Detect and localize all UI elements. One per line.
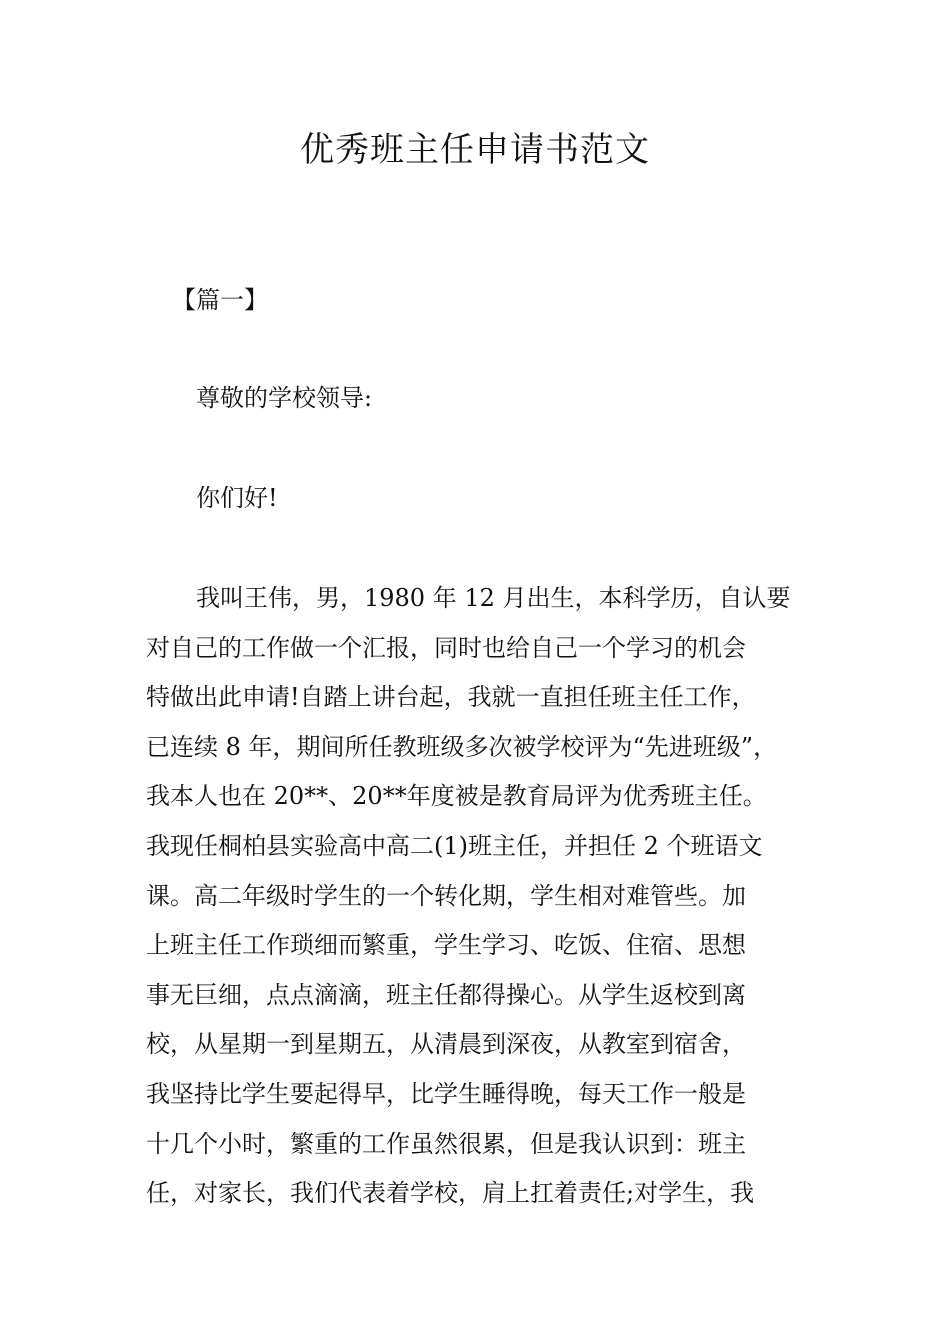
body-paragraph — [146, 582, 836, 1227]
salutation: 尊敬的学校领导: — [196, 384, 373, 412]
body-line: 任，对家长，我们代表着学校，肩上扛着责任;对学生，我 — [146, 1179, 755, 1208]
body-line: 十几个小时，繁重的工作虽然很累，但是我认识到：班主 — [146, 1129, 746, 1158]
body-line: 事无巨细，点点滴滴，班主任都得操心。从学生返校到离 — [146, 980, 746, 1009]
body-line: 课。高二年级时学生的一个转化期，学生相对难管些。加 — [146, 881, 746, 910]
body-line: 我坚持比学生要起得早，比学生睡得晚，每天工作一般是 — [146, 1079, 746, 1108]
body-line: 我现任桐柏县实验高中高二(1)班主任，并担任 2 个班语文 — [146, 831, 763, 860]
body-line: 特做出此申请!自踏上讲台起，我就一直担任班主任工作， — [146, 683, 756, 712]
body-line: 校，从星期一到星期五，从清晨到深夜，从教室到宿舍， — [146, 1030, 746, 1059]
body-line: 我叫王伟，男，1980 年 12 月出生，本科学历，自认要 — [196, 584, 791, 612]
body-line: 我本人也在 20**、20**年度被是教育局评为优秀班主任。 — [146, 782, 767, 811]
body-line: 上班主任工作琐细而繁重，学生学习、吃饭、住宿、思想 — [146, 931, 746, 960]
body-line: 对自己的工作做一个汇报，同时也给自己一个学习的机会 — [146, 633, 746, 662]
section-label: 【篇一】 — [172, 286, 268, 314]
body-line: 已连续 8 年，期间所任教班级多次被学校评为“先进班级”， — [146, 732, 778, 761]
document-title: 优秀班主任申请书范文 — [300, 130, 650, 170]
greeting: 你们好! — [196, 484, 278, 512]
